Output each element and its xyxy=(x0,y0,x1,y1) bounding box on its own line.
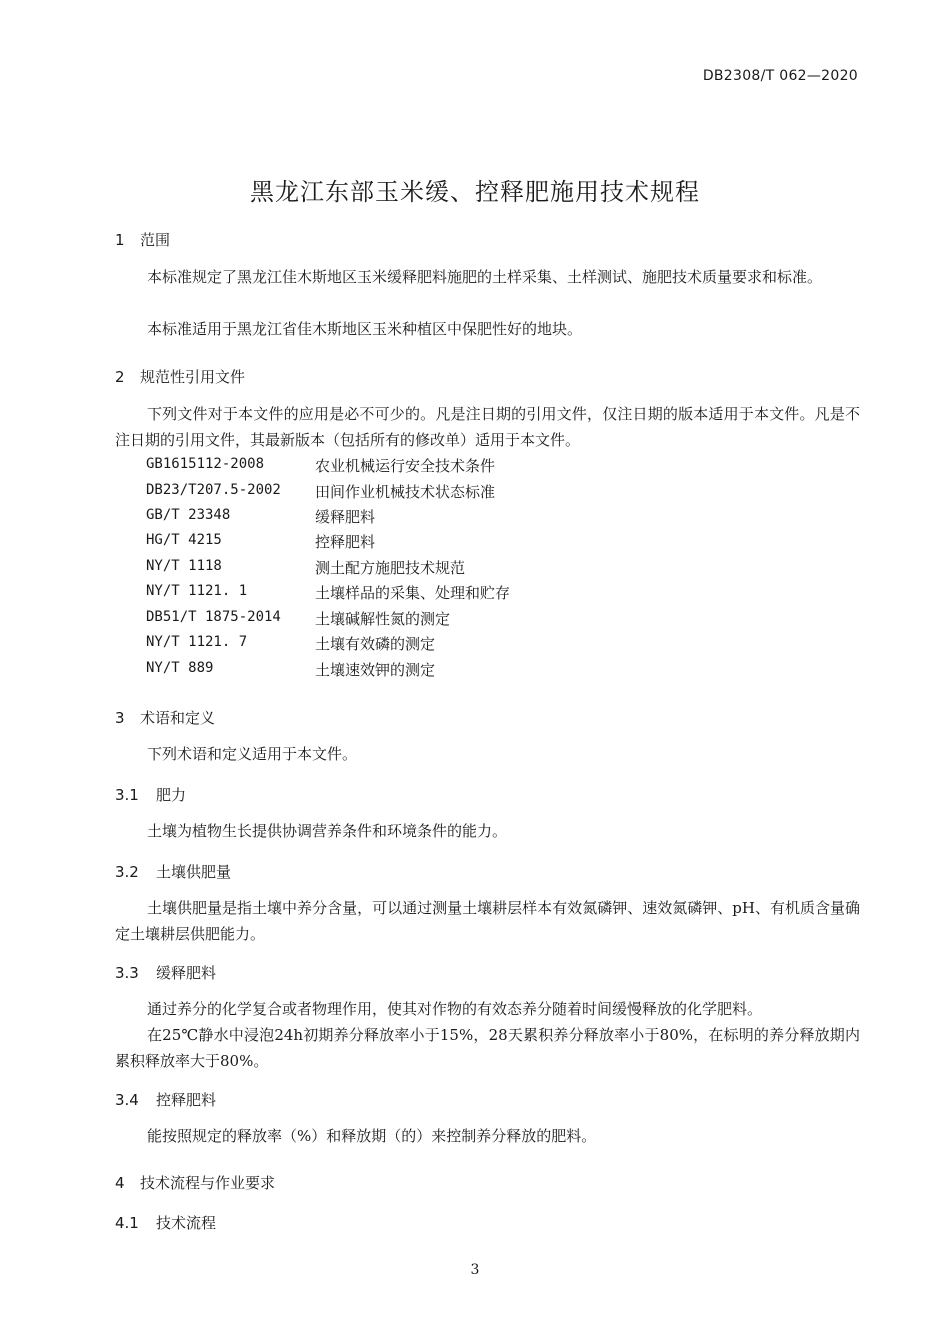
section-heading-3-4 xyxy=(115,1089,216,1110)
section-title: 术语和定义 xyxy=(140,709,216,727)
paragraph-fertility: 土壤为植物生长提供协调营养条件和环境条件的能力。 xyxy=(147,822,508,840)
section-heading-3-2 xyxy=(115,861,231,882)
reference-title: 农业机械运行安全技术条件 xyxy=(315,457,496,475)
section-title: 技术流程 xyxy=(156,1214,217,1232)
reference-code: GB/T 23348 xyxy=(146,507,231,523)
paragraph-scope-1: 本标准规定了黑龙江佳木斯地区玉米缓释肥料施肥的土样采集、土样测试、施肥技术质量要求和标准。 xyxy=(147,268,823,286)
document-code: DB2308/T 062—2020 xyxy=(702,68,858,84)
reference-title: 土壤速效钾的测定 xyxy=(315,661,436,679)
reference-title: 控释肥料 xyxy=(315,533,376,551)
section-number: 3.1 xyxy=(115,786,139,804)
section-title: 肥力 xyxy=(156,786,187,804)
reference-title: 测土配方施肥技术规范 xyxy=(315,559,466,577)
reference-code: HG/T 4215 xyxy=(146,532,222,548)
paragraph-terms-intro: 下列术语和定义适用于本文件。 xyxy=(147,745,358,763)
paragraph-soil-supply: 土壤供肥量是指土壤中养分含量，可以通过测量土壤耕层样本有效氮磷钾、速效氮磷钾、pH、有机质含量确定土壤耕层供肥能力。 xyxy=(115,899,860,943)
section-title: 缓释肥料 xyxy=(156,964,217,982)
reference-code: NY/T 1121. 1 xyxy=(146,583,248,599)
page-title: 黑龙江东部玉米缓、控释肥施用技术规程 xyxy=(250,178,700,206)
section-number: 4.1 xyxy=(115,1214,139,1232)
section-heading-3 xyxy=(115,707,215,728)
section-number: 1 xyxy=(115,231,125,249)
reference-title: 土壤样品的采集、处理和贮存 xyxy=(315,584,511,602)
reference-code: NY/T 1121. 7 xyxy=(146,634,248,650)
section-number: 4 xyxy=(115,1174,125,1192)
section-heading-2 xyxy=(115,366,245,387)
section-number: 3 xyxy=(115,709,125,727)
section-title: 规范性引用文件 xyxy=(140,368,246,386)
section-heading-4-1 xyxy=(115,1212,216,1233)
section-heading-1 xyxy=(115,229,170,250)
reference-code: DB51/T 1875-2014 xyxy=(146,609,281,625)
section-number: 3.3 xyxy=(115,964,139,982)
reference-title: 土壤碱解性氮的测定 xyxy=(315,610,451,628)
section-number: 2 xyxy=(115,368,125,386)
page-number: 3 xyxy=(470,1262,480,1278)
section-title: 技术流程与作业要求 xyxy=(140,1174,276,1192)
section-title: 土壤供肥量 xyxy=(156,863,232,881)
section-heading-4 xyxy=(115,1172,275,1193)
section-title: 范围 xyxy=(140,231,171,249)
reference-title: 缓释肥料 xyxy=(315,508,376,526)
reference-code: GB1615112-2008 xyxy=(146,456,265,472)
section-title: 控释肥料 xyxy=(156,1091,217,1109)
reference-title: 田间作业机械技术状态标准 xyxy=(315,483,496,501)
reference-code: NY/T 889 xyxy=(146,660,214,676)
paragraph-slow-release-1: 通过养分的化学复合或者物理作用，使其对作物的有效态养分随着时间缓慢释放的化学肥料。 xyxy=(147,1000,763,1018)
paragraph-references-intro: 下列文件对于本文件的应用是必不可少的。凡是注日期的引用文件，仅注日期的版本适用于本文件。凡是不注日期的引用文件，其最新版本（包括所有的修改单）适用于本文件。 xyxy=(115,405,860,449)
paragraph-controlled-release: 能按照规定的释放率（%）和释放期（的）来控制养分释放的肥料。 xyxy=(147,1127,597,1145)
reference-code: DB23/T207.5-2002 xyxy=(146,482,281,498)
paragraph-slow-release-2: 在25℃静水中浸泡24h初期养分释放率小于15%，28天累积养分释放率小于80%，在标明的养分释放期内累积释放率大于80%。 xyxy=(115,1026,860,1070)
section-number: 3.4 xyxy=(115,1091,139,1109)
reference-title: 土壤有效磷的测定 xyxy=(315,635,436,653)
section-heading-3-3 xyxy=(115,962,216,983)
section-heading-3-1 xyxy=(115,784,186,805)
paragraph-scope-2: 本标准适用于黑龙江省佳木斯地区玉米种植区中保肥性好的地块。 xyxy=(147,320,583,338)
reference-code: NY/T 1118 xyxy=(146,558,222,574)
section-number: 3.2 xyxy=(115,863,139,881)
